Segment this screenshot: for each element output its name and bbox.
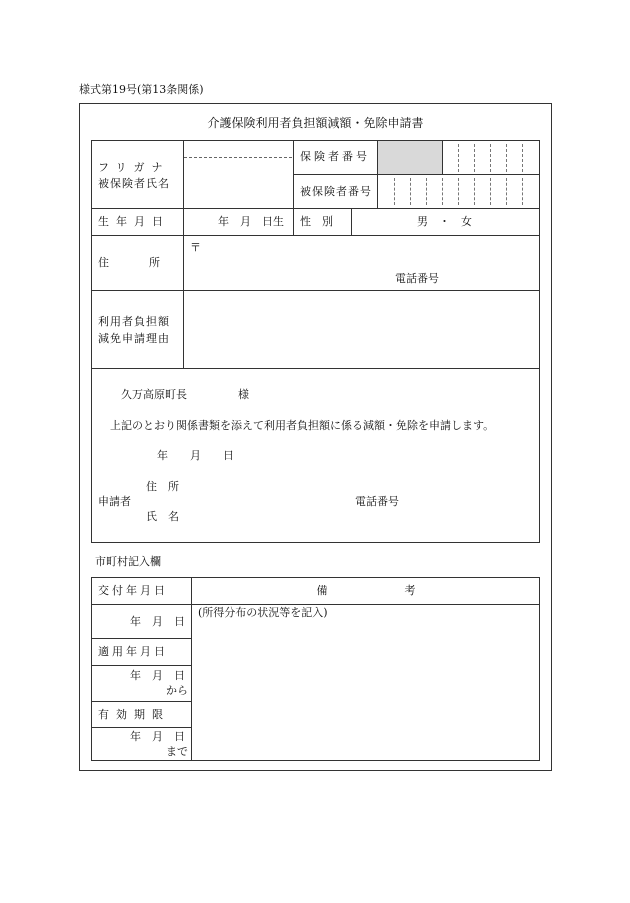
applicant-address-input[interactable]: [190, 477, 340, 491]
issue-date-input[interactable]: 年 月 日: [130, 615, 185, 628]
apply-date-label: 適用年月日: [98, 645, 168, 658]
form-number: 様式第19号(第13条関係): [79, 83, 204, 96]
furigana-input[interactable]: [185, 143, 291, 155]
address-label: 住 所: [98, 256, 166, 269]
validity-label: 有効期限: [98, 708, 170, 721]
form-title: 介護保険利用者負担額減額・免除申請書: [207, 116, 424, 130]
insurer-number-label: 保険者番号: [300, 150, 370, 163]
addressee: 久万高原町長: [121, 388, 187, 401]
reason-label-line1: 利用者負担額: [98, 315, 170, 328]
applicant-phone-label: 電話番号: [355, 495, 399, 508]
insured-name-input[interactable]: [185, 160, 291, 206]
insurer-number-shaded: [378, 141, 442, 174]
address-phone-label: 電話番号: [395, 272, 439, 285]
postal-mark: 〒: [190, 241, 201, 254]
application-date[interactable]: 年 月 日: [157, 449, 234, 462]
insured-number-label: 被保険者番号: [300, 185, 372, 198]
applicant-phone-input[interactable]: [408, 493, 528, 507]
applicant-name-input[interactable]: [190, 508, 340, 522]
remarks-header: 備 考: [316, 584, 416, 597]
statement: 上記のとおり関係書類を添えて利用者負担額に係る減額・免除を申請します。: [110, 419, 495, 432]
insured-name-label: 被保険者氏名: [98, 177, 170, 190]
apply-date-input[interactable]: 年 月 日: [130, 669, 185, 682]
reason-input[interactable]: [185, 292, 539, 367]
honorific: 様: [238, 388, 249, 401]
insured-number-input[interactable]: [379, 176, 539, 207]
reason-label-line2: 減免申請理由: [98, 332, 170, 345]
issue-date-label: 交付年月日: [98, 584, 168, 597]
municipal-section-label: 市町村記入欄: [95, 555, 161, 568]
birthdate-input[interactable]: 年 月 日生: [218, 215, 284, 228]
remarks-note: (所得分布の状況等を記入): [198, 606, 328, 619]
validity-until: まで: [166, 745, 188, 758]
remarks-input[interactable]: [193, 622, 538, 759]
birthdate-label: 生年月日: [98, 215, 170, 228]
validity-input[interactable]: 年 月 日: [130, 730, 185, 743]
applicant-address-label: 住 所: [146, 480, 179, 493]
insurer-number-input[interactable]: [443, 142, 539, 173]
gender-options[interactable]: 男 ・ 女: [417, 215, 472, 228]
gender-label: 性 別: [300, 215, 333, 228]
furigana-label: フリガナ: [98, 161, 170, 174]
applicant-name-label: 氏 名: [146, 510, 179, 523]
address-input[interactable]: [185, 237, 539, 267]
applicant-label: 申請者: [98, 495, 131, 508]
apply-from: から: [166, 684, 188, 697]
